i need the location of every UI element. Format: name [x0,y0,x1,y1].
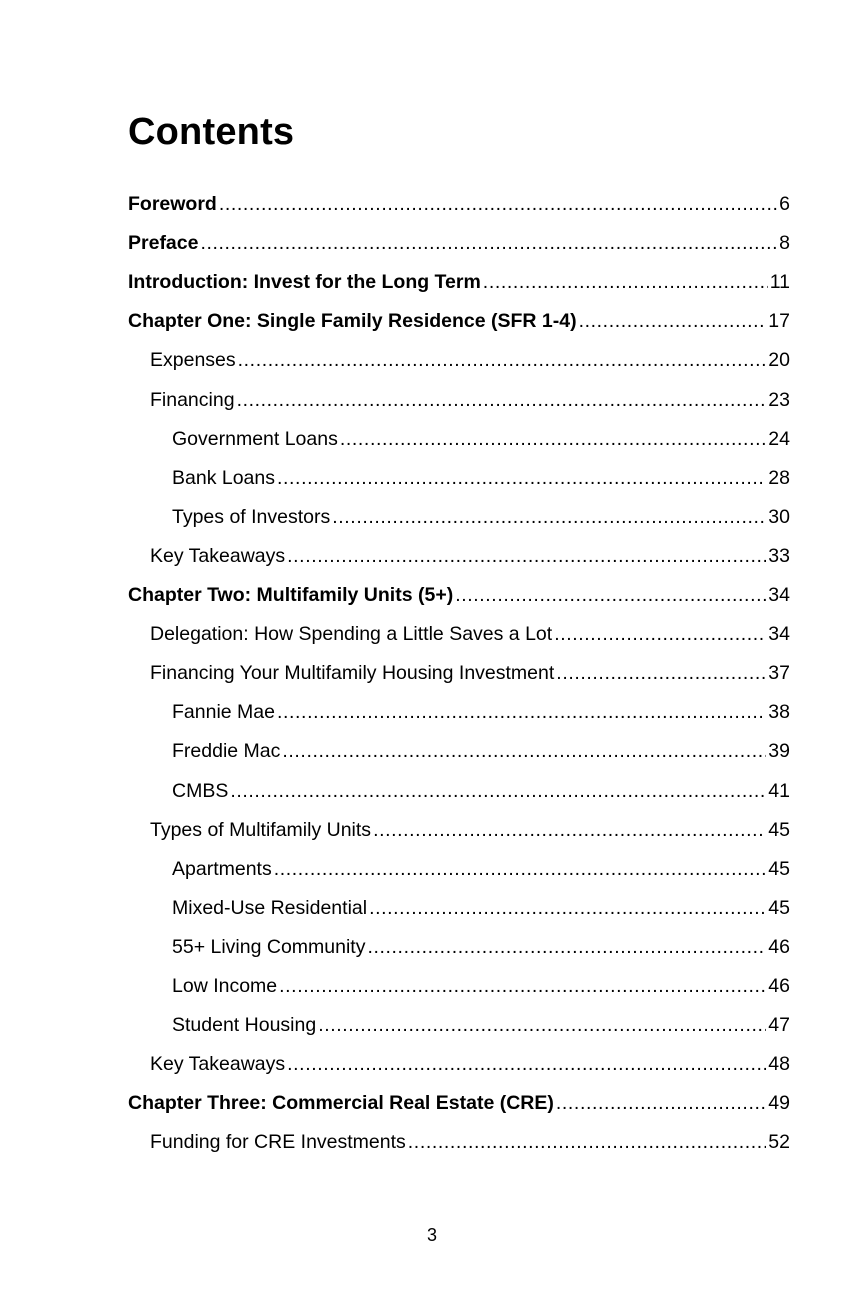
dot-leader [287,1052,766,1076]
toc-entry-page: 20 [768,349,790,372]
toc-entry-label: Mixed-Use Residential [172,896,368,919]
toc-entry-label: Financing Your Multifamily Housing Investment [150,662,555,685]
toc-entry[interactable] [150,1052,790,1076]
toc-entry-label: Introduction: Invest for the Long Term [128,271,481,294]
toc-entry-page: 33 [768,544,790,567]
page-title: Contents [128,111,295,153]
toc-entry[interactable] [172,739,790,763]
toc-entry[interactable] [172,935,790,959]
dot-leader [230,779,766,803]
toc-entry-label: Chapter Three: Commercial Real Estate (CRE) [128,1092,554,1115]
toc-entry-page: 45 [768,896,790,919]
toc-entry-page: 38 [768,701,790,724]
dot-leader [556,661,766,685]
toc-entry-page: 45 [768,857,790,880]
toc-entry-page: 39 [768,740,790,763]
dot-leader [277,700,766,724]
toc-entry-label: Types of Investors [172,505,331,528]
toc-entry[interactable] [172,427,790,451]
toc-entry-page: 46 [768,975,790,997]
toc-entry-page: 17 [768,310,790,333]
toc-entry[interactable] [150,818,790,842]
toc-entry-page: 41 [768,779,790,802]
toc-entry-label: Preface [128,232,199,255]
toc-entry-page: 52 [768,1131,790,1154]
dot-leader [237,388,767,412]
toc-entry-page: 45 [768,818,790,841]
toc-entry-page: 30 [768,505,790,528]
dot-leader [277,466,766,490]
toc-entry[interactable] [172,857,790,881]
toc-entry-page: 48 [768,1053,790,1076]
toc-entry-page: 23 [768,388,790,411]
toc-entry-label: Chapter Two: Multifamily Units (5+) [128,584,454,606]
toc-entry-label: 55+ Living Community [172,935,366,958]
toc-entry[interactable] [172,974,790,998]
toc-entry-label: Apartments [172,857,272,880]
toc-entry[interactable] [172,779,790,803]
dot-leader [282,739,766,763]
toc-entry-label: Fannie Mae [172,701,275,724]
toc-entry-page: 28 [768,466,790,489]
toc-entry[interactable] [128,583,790,607]
toc-entry[interactable] [150,661,790,685]
dot-leader [373,818,766,842]
dot-leader [367,935,766,959]
toc-entry-label: Freddie Mac [172,740,281,763]
toc-entry-page: 46 [768,935,790,958]
toc-entry-page: 37 [768,662,790,685]
toc-entry[interactable] [172,700,790,724]
dot-leader [200,231,777,255]
toc-entry-label: Key Takeaways [150,1053,286,1076]
toc-entry-page: 11 [769,271,790,294]
dot-leader [579,309,767,333]
toc-entry[interactable] [172,505,790,529]
toc-entry-label: Expenses [150,349,236,372]
toc-entry[interactable] [128,309,790,333]
toc-entry[interactable] [128,231,790,255]
toc-entry[interactable] [128,1091,790,1115]
toc-entry-label: Foreword [128,193,217,215]
toc-entry[interactable] [150,622,790,646]
toc-entry-label: Financing [150,388,235,411]
toc-entry[interactable] [172,1013,790,1037]
dot-leader [340,427,766,451]
toc-entry-label: Funding for CRE Investments [150,1131,406,1154]
toc-entry[interactable] [128,192,790,216]
toc-entry-page: 8 [779,232,790,255]
dot-leader [556,1091,766,1115]
toc-entry[interactable] [172,466,790,490]
toc-entry[interactable] [150,544,790,568]
toc-entry-page: 47 [768,1014,790,1037]
dot-leader [408,1130,767,1154]
page-number: 3 [426,1225,437,1245]
dot-leader [279,974,766,998]
toc-entry-page: 49 [768,1092,790,1115]
toc-entry-label: Key Takeaways [150,544,286,567]
dot-leader [219,192,777,216]
toc-entry[interactable] [172,896,790,920]
toc-entry-label: Student Housing [172,1014,317,1037]
toc-entry-label: Chapter One: Single Family Residence (SFR 1-4) [128,310,577,333]
dot-leader [554,622,766,646]
toc-entry-label: Types of Multifamily Units [150,818,372,841]
toc-entry-page: 24 [768,427,790,450]
toc-entry[interactable] [150,348,790,372]
toc-entry-page: 6 [779,193,790,215]
toc-entry-page: 34 [768,623,790,646]
dot-leader [274,857,767,881]
toc-entry-label: Delegation: How Spending a Little Saves a Lot [150,623,553,646]
dot-leader [287,544,766,568]
dot-leader [318,1013,766,1037]
dot-leader [455,583,766,607]
toc-entry-label: Low Income [172,975,278,997]
dot-leader [483,270,768,294]
toc-entry[interactable] [128,270,790,294]
toc-entry-label: Bank Loans [172,466,275,489]
dot-leader [238,348,767,372]
dot-leader [332,505,766,529]
toc-entry[interactable] [150,1130,790,1154]
toc-entry[interactable] [150,388,790,412]
toc-entry-page: 34 [768,584,790,606]
toc-entry-label: CMBS [172,779,229,802]
toc-entry-label: Government Loans [172,427,338,450]
dot-leader [369,896,766,920]
